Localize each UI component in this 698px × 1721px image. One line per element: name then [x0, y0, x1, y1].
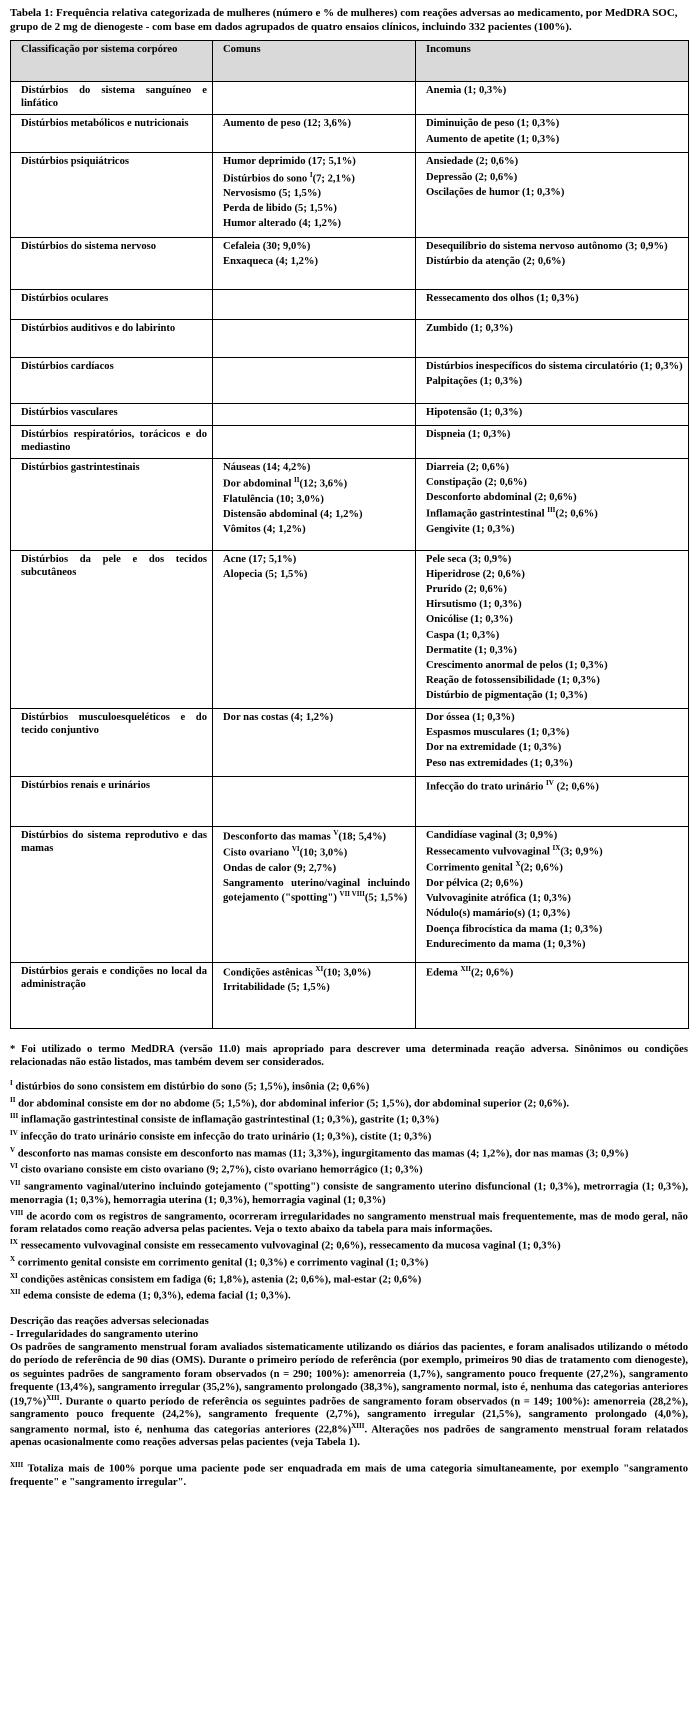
uncommon-cell [416, 237, 689, 289]
footnote-marker: II [10, 1095, 16, 1104]
common-cell [213, 425, 416, 458]
reaction-entry [223, 568, 410, 581]
footnote [10, 1179, 688, 1207]
reaction-text: Diminuição de peso (1; 0,3%) [426, 118, 560, 130]
reaction-text: Dermatite (1; 0,3%) [426, 644, 517, 656]
reaction-entry [223, 523, 410, 536]
reaction-entry [426, 491, 683, 504]
footnote-marker: IX [10, 1238, 18, 1247]
reaction-text: Distúrbios inespecíficos do sistema circulatório (1; 0,3%) [426, 360, 683, 372]
reaction-text: Inflamação gastrintestinal [426, 508, 548, 520]
reaction-entry [426, 406, 683, 419]
reaction-entry [426, 629, 683, 642]
reaction-text: Dor na extremidade (1; 0,3%) [426, 742, 562, 754]
reaction-entry [426, 938, 683, 951]
common-cell [213, 153, 416, 237]
reaction-entry [426, 726, 683, 739]
footnote-text: edema consiste de edema (1; 0,3%), edema facial (1; 0,3%). [23, 1290, 291, 1302]
reaction-entry [426, 133, 683, 146]
paragraph-part-3: . Alterações nos padrões de sangramento menstrual foram relatados apenas ocasionalmente como reações adversas pelas pacientes (veja Tabela 1). [10, 1424, 689, 1449]
reaction-text: Desconforto das mamas [223, 831, 334, 843]
reaction-entry [426, 186, 683, 199]
reaction-entry [223, 829, 410, 844]
table-row [11, 357, 689, 403]
common-cell [213, 115, 416, 153]
reaction-entry [223, 493, 410, 506]
reaction-entry [223, 711, 410, 724]
footnote [10, 1129, 688, 1144]
reaction-text: Prurido (2; 0,6%) [426, 584, 507, 596]
reaction-text: Distúrbio da atenção (2; 0,6%) [426, 255, 566, 267]
footnote [10, 1255, 688, 1270]
superscript-marker: XIII [10, 1461, 24, 1470]
table-row [11, 115, 689, 153]
reaction-count: (7; 2,1%) [312, 173, 355, 185]
soc-cell: Distúrbios do sistema sanguíneo e linfático [11, 82, 213, 115]
footnote [10, 1209, 688, 1237]
reaction-entry [426, 860, 683, 875]
footnote-text: distúrbios do sono consistem em distúrbio do sono (5; 1,5%), insônia (2; 0,6%) [15, 1081, 370, 1093]
reaction-text: Alopecia (5; 1,5%) [223, 569, 308, 581]
footnote [10, 1288, 688, 1303]
footnote-marker: IV [10, 1128, 18, 1137]
table-row [11, 153, 689, 237]
uncommon-cell [416, 550, 689, 708]
reaction-text: Onicólise (1; 0,3%) [426, 614, 513, 626]
reaction-text: Vômitos (4; 1,2%) [223, 523, 306, 535]
reaction-text: Endurecimento da mama (1; 0,3%) [426, 938, 586, 950]
table-header-row [11, 41, 689, 82]
header-common: Comuns [213, 41, 416, 82]
reaction-text: Corrimento genital [426, 863, 516, 874]
common-cell [213, 357, 416, 403]
uncommon-cell [416, 709, 689, 777]
soc-cell: Distúrbios auditivos e do labirinto [11, 319, 213, 357]
soc-cell: Distúrbios respiratórios, torácicos e do mediastino [11, 425, 213, 458]
footnote-text: ressecamento vulvovaginal consiste em ressecamento vulvovaginal (2; 0,6%), ressecamento da mucosa vaginal (1; 0,3%) [20, 1240, 561, 1252]
footnote-marker: IX [552, 843, 561, 852]
description-paragraph [10, 1341, 688, 1449]
uncommon-cell [416, 403, 689, 425]
reaction-entry [426, 84, 683, 97]
footnote [10, 1112, 688, 1127]
reaction-entry [426, 907, 683, 920]
reaction-count: (18; 5,4%) [338, 831, 387, 843]
footnote [10, 1272, 688, 1287]
reaction-text: Candidíase vaginal (3; 0,9%) [426, 829, 558, 841]
footnote [10, 1079, 688, 1094]
footnote-marker: XI [10, 1271, 18, 1280]
reaction-text: Flatulência (10; 3,0%) [223, 493, 324, 505]
reaction-text: Desconforto abdominal (2; 0,6%) [426, 492, 577, 504]
footnote-text: inflamação gastrintestinal consiste de inflamação gastrintestinal (1; 0,3%), gastrite (1; 0,3%) [20, 1114, 439, 1126]
reaction-entry [426, 644, 683, 657]
common-cell [213, 550, 416, 708]
table-row [11, 82, 689, 115]
uncommon-cell [416, 776, 689, 826]
uncommon-cell [416, 115, 689, 153]
reaction-entry [426, 741, 683, 754]
reaction-text: Irritabilidade (5; 1,5%) [223, 982, 330, 994]
reaction-text: Dor pélvica (2; 0,6%) [426, 878, 523, 890]
reaction-text: Nódulo(s) mamário(s) (1; 0,3%) [426, 908, 571, 920]
reaction-count: (10; 3,0%) [299, 847, 348, 859]
header-soc: Classificação por sistema corpóreo [11, 41, 213, 82]
reaction-entry [223, 155, 410, 168]
reaction-entry [426, 322, 683, 335]
footnote-marker: VII VIII [339, 890, 365, 899]
reaction-text: Distúrbios do sono [223, 173, 310, 185]
reaction-entry [426, 240, 683, 253]
reaction-text: Anemia (1; 0,3%) [426, 85, 507, 97]
reaction-entry [223, 171, 410, 186]
table-body [11, 82, 689, 1029]
reaction-text: Peso nas extremidades (1; 0,3%) [426, 757, 573, 769]
reaction-entry [426, 461, 683, 474]
reaction-entry [426, 829, 683, 842]
reaction-text: Dor nas costas (4; 1,2%) [223, 712, 334, 724]
reaction-text: Ansiedade (2; 0,6%) [426, 156, 519, 168]
reaction-text: Doença fibrocística da mama (1; 0,3%) [426, 923, 603, 935]
uncommon-cell [416, 962, 689, 1028]
reaction-text: Desequilíbrio do sistema nervoso autônomo (3; 0,9%) [426, 240, 668, 252]
footnote-marker: XII [460, 964, 471, 973]
reaction-text: Perda de libido (5; 1,5%) [223, 203, 337, 215]
soc-cell: Distúrbios oculares [11, 289, 213, 319]
footnote-text: cisto ovariano consiste em cisto ovariano (9; 2,7%), cisto ovariano hemorrágico (1; 0,3%) [20, 1164, 423, 1176]
soc-cell: Distúrbios metabólicos e nutricionais [11, 115, 213, 153]
reaction-text: Caspa (1; 0,3%) [426, 629, 500, 641]
reaction-text: Náuseas (14; 4,2%) [223, 461, 311, 473]
reaction-entry [426, 779, 683, 794]
reaction-text: Espasmos musculares (1; 0,3%) [426, 727, 570, 739]
reaction-entry [426, 892, 683, 905]
uncommon-cell [416, 458, 689, 550]
footnote-text: de acordo com os registros de sangramento, ocorreram irregularidades no sangramento menstrual mais frequentemente, mas de modo geral, não foram relatados como reação adversa pelas pacientes. Veja o texto abaixo da tabela para mais informações. [10, 1211, 688, 1236]
soc-cell: Distúrbios cardíacos [11, 357, 213, 403]
reaction-text: Ressecamento vulvovaginal [426, 846, 553, 858]
reaction-text: Zumbido (1; 0,3%) [426, 322, 513, 334]
soc-cell: Distúrbios psiquiátricos [11, 153, 213, 237]
footnote-meddra: * Foi utilizado o termo MedDRA (versão 11.0) mais apropriado para descrever uma determinada reação adversa. Sinônimos ou condições relacionadas não estão listados, mas também devem ser considerados. [10, 1043, 688, 1068]
footnote-marker: III [547, 506, 556, 515]
footnote-marker: XI [315, 964, 324, 973]
reaction-entry [426, 923, 683, 936]
soc-cell: Distúrbios gastrintestinais [11, 458, 213, 550]
footnote-marker: VI [10, 1162, 18, 1171]
table-caption: Tabela 1: Frequência relativa categorizada de mulheres (número e % de mulheres) com reações adversas ao medicamento, por MedDRA SOC, grupo de 2 mg de dienogeste - com base em dados agrupados de quatro ensaios clínicos, incluindo 332 pacientes (100%). [10, 7, 678, 34]
footnote-marker: II [294, 476, 300, 485]
table-row [11, 319, 689, 357]
reaction-text: Humor deprimido (17; 5,1%) [223, 156, 356, 168]
reaction-count: (2; 0,6%) [520, 863, 563, 874]
soc-cell: Distúrbios renais e urinários [11, 776, 213, 826]
reaction-text: Depressão (2; 0,6%) [426, 171, 518, 183]
reaction-count: (2; 0,6%) [555, 508, 598, 520]
reaction-text: Hipotensão (1; 0,3%) [426, 406, 523, 418]
table-row [11, 403, 689, 425]
reaction-text: Constipação (2; 0,6%) [426, 477, 527, 489]
reaction-text: Sangramento uterino/vaginal incluindo gotejamento ("spotting") [223, 878, 410, 904]
footnote-marker: I [309, 170, 313, 179]
footnote [10, 1146, 688, 1161]
uncommon-cell [416, 289, 689, 319]
reaction-entry [426, 674, 683, 687]
header-uncommon: Incomuns [416, 41, 689, 82]
footnote-xiii [10, 1461, 688, 1489]
soc-cell: Distúrbios do sistema nervoso [11, 237, 213, 289]
reaction-count: (2; 0,6%) [553, 781, 599, 793]
table-row [11, 776, 689, 826]
reaction-entry [426, 613, 683, 626]
reaction-entry [426, 476, 683, 489]
footnote-marker: VII [10, 1178, 21, 1187]
footnote-text: sangramento vaginal/uterino incluindo gotejamento ("spotting") consiste de sangramento uterino disfuncional (1; 0,3%), metrorragia (1; 0,3%), menorragia (1; 0,3%), hemorragia uterina (1; 0,3%), hemorragia vaginal (1; 0,3%) [10, 1181, 688, 1206]
common-cell [213, 237, 416, 289]
reaction-text: Aumento de apetite (1; 0,3%) [426, 133, 560, 145]
common-cell [213, 709, 416, 777]
reaction-entry [426, 583, 683, 596]
reaction-entry [426, 711, 683, 724]
footnote-marker: X [10, 1255, 16, 1264]
reaction-text: Cefaleia (30; 9,0%) [223, 240, 311, 252]
reaction-text: Enxaqueca (4; 1,2%) [223, 255, 319, 267]
common-cell [213, 458, 416, 550]
reaction-entry [223, 981, 410, 994]
reaction-entry [223, 845, 410, 860]
table-row [11, 709, 689, 777]
table-row [11, 237, 689, 289]
footnote-marker: VI [291, 845, 300, 854]
footnote-text: dor abdominal consiste em dor no abdome (5; 1,5%), dor abdominal inferior (5; 1,5%), dor abdominal superior (2; 0,6%). [18, 1098, 570, 1110]
footnote-marker: III [10, 1112, 19, 1121]
common-cell [213, 82, 416, 115]
footnote-text: desconforto nas mamas consiste em desconforto nas mamas (11; 3,3%), ingurgitamento das mamas (4; 1,2%), dor nas mamas (3; 0,9%) [17, 1148, 629, 1160]
reaction-text: Palpitações (1; 0,3%) [426, 375, 523, 387]
soc-cell: Distúrbios gerais e condições no local da administração [11, 962, 213, 1028]
reaction-entry [426, 689, 683, 702]
reaction-text: Reação de fotossensibilidade (1; 0,3%) [426, 674, 600, 686]
reaction-entry [426, 506, 683, 521]
table-row [11, 962, 689, 1028]
reaction-entry [426, 428, 683, 441]
reaction-text: Acne (17; 5,1%) [223, 553, 297, 565]
reaction-entry [223, 877, 410, 905]
reaction-text: Dispneia (1; 0,3%) [426, 428, 511, 440]
reaction-entry [426, 659, 683, 672]
reaction-entry [426, 877, 683, 890]
footnote-marker: XII [10, 1288, 21, 1297]
reaction-text: Diarreia (2; 0,6%) [426, 461, 510, 473]
description-subheading: - Irregularidades do sangramento uterino [10, 1329, 199, 1341]
reaction-entry [426, 155, 683, 168]
reaction-entry [426, 360, 683, 373]
reaction-entry [426, 171, 683, 184]
footnote-marker: V [333, 828, 339, 837]
reaction-text: Crescimento anormal de pelos (1; 0,3%) [426, 659, 608, 671]
superscript-marker: XIII [351, 1421, 365, 1430]
superscript-marker: XIII [46, 1393, 60, 1402]
reaction-entry [426, 375, 683, 388]
uncommon-cell [416, 826, 689, 962]
footnote-text: condições astênicas consistem em fadiga (6; 1,8%), astenia (2; 0,6%), mal-estar (2; 0,6%) [20, 1274, 422, 1286]
description-section [10, 1315, 688, 1489]
footnote [10, 1096, 688, 1111]
footnote [10, 1162, 688, 1177]
description-heading: Descrição das reações adversas selecionadas [10, 1316, 209, 1328]
reaction-entry [223, 217, 410, 230]
paragraph-part-2: . Durante o quarto período de referência os seguintes padrões de sangramento foram observados (n = 149; 100%): amenorreia (28,2%), sangramento pouco frequente (24,2%), sangramento frequente (2,7%), sangramento irregular (21,5%), sangramento prolongado (4,0%), sangramento normal, isto é, nenhuma das categorias anteriores (22,8%) [10, 1396, 688, 1436]
reaction-text: Condições astênicas [223, 967, 316, 979]
reaction-count: (2; 0,6%) [470, 967, 514, 979]
common-cell [213, 289, 416, 319]
footnote-text: infecção do trato urinário consiste em infecção do trato urinário (1; 0,3%), cistite (1; 0,3%) [20, 1131, 432, 1143]
reaction-entry [426, 757, 683, 770]
reaction-text: Gengivite (1; 0,3%) [426, 523, 515, 535]
common-cell [213, 826, 416, 962]
reaction-text: Cisto ovariano [223, 847, 292, 859]
reaction-text: Hirsutismo (1; 0,3%) [426, 599, 522, 611]
reaction-text: Pele seca (3; 0,9%) [426, 553, 512, 565]
reaction-entry [426, 598, 683, 611]
reaction-count: (3; 0,9%) [560, 846, 603, 858]
paragraph-part-1: Os padrões de sangramento menstrual foram avaliados sistematicamente utilizando os diários das pacientes, e foram analisados utilizando o método do período de referência de 90 dias (OMS). Durante o primeiro período de referência (por exemplo, primeiros 90 dias de tratamento com dienogeste), os seguintes padrões de sangramento foram observados (n = 290; 100%): amenorreia (1,7%), sangramento pouco frequente (27,2%), sangramento frequente (13,4%), sangramento irregular (35,2%), sangramento prolongado (38,3%), sangramento normal, isto é, nenhuma das categorias anteriores (19,7%) [10, 1342, 688, 1408]
uncommon-cell [416, 357, 689, 403]
reaction-entry [223, 476, 410, 491]
reaction-count: (5; 1,5%) [364, 892, 408, 904]
reaction-entry [223, 117, 410, 130]
reaction-entry [223, 202, 410, 215]
uncommon-cell [416, 425, 689, 458]
reaction-entry [223, 862, 410, 875]
reaction-text: Nervosismo (5; 1,5%) [223, 188, 321, 200]
footnote-marker: IV [546, 778, 554, 787]
reaction-entry [223, 553, 410, 566]
table-row [11, 425, 689, 458]
reaction-count: (12; 3,6%) [299, 478, 348, 490]
table-row [11, 550, 689, 708]
common-cell [213, 962, 416, 1028]
uncommon-cell [416, 153, 689, 237]
reaction-text: Infecção do trato urinário [426, 781, 547, 793]
reaction-entry [223, 461, 410, 474]
reaction-entry [426, 844, 683, 859]
reaction-entry [223, 187, 410, 200]
reaction-text: Hiperidrose (2; 0,6%) [426, 569, 525, 581]
reaction-text: Distúrbio de pigmentação (1; 0,3%) [426, 690, 588, 702]
table-row [11, 826, 689, 962]
soc-cell: Distúrbios do sistema reprodutivo e das mamas [11, 826, 213, 962]
common-cell [213, 403, 416, 425]
footnote-xiii-text: Totaliza mais de 100% porque uma paciente pode ser enquadrada em mais de uma categoria simultaneamente, por exemplo "sangramento frequente" e "sangramento irregular". [10, 1463, 688, 1489]
footnote-marker: X [515, 860, 521, 869]
reaction-text: Dor abdominal [223, 478, 295, 490]
footnote-marker: V [10, 1145, 16, 1154]
adverse-reactions-table [10, 40, 689, 1029]
reaction-text: Humor alterado (4; 1,2%) [223, 218, 342, 230]
soc-cell: Distúrbios musculoesqueléticos e do tecido conjuntivo [11, 709, 213, 777]
reaction-count: (10; 3,0%) [323, 967, 371, 979]
table-row [11, 289, 689, 319]
reaction-entry [223, 508, 410, 521]
footnote-text: corrimento genital consiste em corrimento genital (1; 0,3%) e corrimento vaginal (1; 0,3%) [17, 1257, 429, 1269]
soc-cell: Distúrbios da pele e dos tecidos subcutâneos [11, 550, 213, 708]
reaction-text: Ondas de calor (9; 2,7%) [223, 863, 337, 874]
soc-cell: Distúrbios vasculares [11, 403, 213, 425]
reaction-text: Oscilações de humor (1; 0,3%) [426, 186, 565, 198]
reaction-entry [223, 255, 410, 268]
footnote-list [10, 1079, 688, 1303]
reaction-entry [426, 292, 683, 305]
reaction-entry [426, 568, 683, 581]
table-row [11, 458, 689, 550]
footnote-marker: VIII [10, 1208, 24, 1217]
reaction-entry [223, 965, 410, 980]
reaction-text: Edema [426, 967, 461, 979]
reaction-text: Dor óssea (1; 0,3%) [426, 712, 515, 724]
footnote-marker: I [10, 1078, 13, 1087]
footnote [10, 1238, 688, 1253]
table-footnotes [10, 1043, 688, 1303]
reaction-entry [426, 553, 683, 566]
common-cell [213, 319, 416, 357]
reaction-entry [426, 117, 683, 130]
reaction-entry [426, 965, 683, 980]
reaction-text: Distensão abdominal (4; 1,2%) [223, 508, 363, 520]
reaction-entry [223, 240, 410, 253]
common-cell [213, 776, 416, 826]
reaction-text: Ressecamento dos olhos (1; 0,3%) [426, 292, 579, 304]
reaction-text: Aumento de peso (12; 3,6%) [223, 118, 351, 130]
reaction-entry [426, 255, 683, 268]
uncommon-cell [416, 82, 689, 115]
reaction-text: Vulvovaginite atrófica (1; 0,3%) [426, 893, 571, 905]
reaction-entry [426, 523, 683, 536]
uncommon-cell [416, 319, 689, 357]
